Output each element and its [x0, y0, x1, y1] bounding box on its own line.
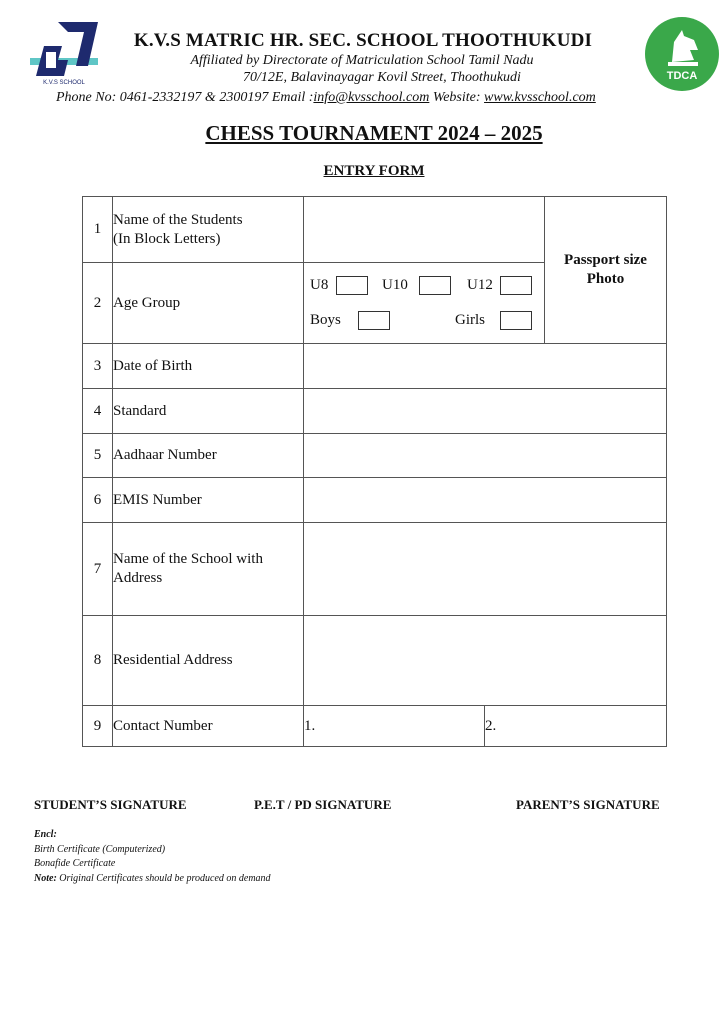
- u10-checkbox[interactable]: [419, 276, 451, 295]
- student-name-label: [113, 197, 304, 263]
- encl-item: Bonafide Certificate: [34, 858, 116, 869]
- aadhaar-label: Aadhaar Number: [113, 434, 304, 478]
- pet-signature-label: P.E.T / PD SIGNATURE: [254, 797, 392, 812]
- letterhead: [0, 30, 724, 86]
- school-address: 70/12E, Balavinayagar Kovil Street, Thoothukudi: [243, 70, 521, 85]
- row-number: 6: [83, 478, 113, 523]
- table-row: [83, 616, 667, 706]
- enclosures: [34, 828, 271, 886]
- label-line: (In Block Letters): [113, 230, 221, 247]
- website-link[interactable]: www.kvsschool.com: [484, 90, 596, 105]
- aadhaar-field[interactable]: [304, 434, 667, 478]
- standard-label: Standard: [113, 389, 304, 434]
- photo-label: Photo: [586, 271, 625, 287]
- row-number: 5: [83, 434, 113, 478]
- encl-heading: Encl:: [34, 829, 57, 840]
- girls-checkbox[interactable]: [500, 311, 532, 330]
- school-address-field[interactable]: [304, 523, 667, 616]
- label-line: Name of the School with: [113, 551, 263, 567]
- residential-address-field[interactable]: [304, 616, 667, 706]
- row-number: 7: [83, 523, 113, 616]
- svg-text:TDCA: TDCA: [666, 70, 698, 82]
- school-name: K.V.S MATRIC HR. SEC. SCHOOL THOOTHUKUDI: [133, 30, 593, 51]
- table-row: [83, 344, 667, 389]
- row-number: 2: [83, 263, 113, 344]
- u12-label: U12: [467, 277, 493, 293]
- girls-label: Girls: [455, 312, 485, 328]
- table-row: [83, 197, 667, 263]
- label-line: Address: [113, 570, 163, 586]
- photo-label: Passport size: [564, 252, 647, 268]
- entry-form-table: [82, 196, 667, 747]
- table-row: [83, 523, 667, 616]
- boys-checkbox[interactable]: [358, 311, 390, 330]
- website-prefix: Website:: [429, 90, 485, 105]
- boys-label: Boys: [310, 312, 341, 328]
- row-number: 4: [83, 389, 113, 434]
- u8-label: U8: [310, 277, 329, 293]
- note-label: Note:: [34, 872, 57, 884]
- student-name-field[interactable]: [304, 197, 545, 263]
- row-number: 3: [83, 344, 113, 389]
- email-link[interactable]: info@kvsschool.com: [313, 90, 430, 105]
- contact-number-field-2[interactable]: 2.: [485, 706, 667, 747]
- note-text: Original Certificates should be produced on demand: [56, 872, 271, 884]
- age-group-label: Age Group: [113, 263, 304, 344]
- svg-text:K.V.S SCHOOL: K.V.S SCHOOL: [43, 80, 85, 86]
- contact-number-field-1[interactable]: 1.: [304, 706, 485, 747]
- u12-checkbox[interactable]: [500, 276, 532, 295]
- encl-item: Birth Certificate (Computerized): [34, 843, 166, 855]
- residential-address-label: Residential Address: [113, 616, 304, 706]
- emis-label: EMIS Number: [113, 478, 304, 523]
- label-line: Name of the Students: [113, 211, 243, 228]
- contact-line: [56, 90, 596, 106]
- u10-label: U10: [382, 277, 408, 293]
- emis-field[interactable]: [304, 478, 667, 523]
- passport-photo-box[interactable]: [545, 197, 667, 344]
- affiliation: Affiliated by Directorate of Matriculation School Tamil Nadu: [190, 53, 534, 68]
- school-address-label: [113, 523, 304, 616]
- dob-label: Date of Birth: [113, 344, 304, 389]
- parent-signature-label: PARENT’S SIGNATURE: [516, 797, 660, 812]
- contact-number-label: Contact Number: [113, 706, 304, 747]
- age-group-field: [304, 263, 545, 344]
- page-title: CHESS TOURNAMENT 2024 – 2025: [205, 121, 543, 145]
- student-signature-label: STUDENT’S SIGNATURE: [34, 797, 187, 812]
- row-number: 8: [83, 616, 113, 706]
- u8-checkbox[interactable]: [336, 276, 368, 295]
- table-row: [83, 434, 667, 478]
- phone-text: Phone No: 0461-2332197 & 2300197 Email :: [56, 90, 314, 105]
- table-row: [83, 389, 667, 434]
- form-title: ENTRY FORM: [323, 163, 425, 179]
- standard-field[interactable]: [304, 389, 667, 434]
- row-number: 1: [83, 197, 113, 263]
- table-row: [83, 706, 667, 747]
- table-row: [83, 478, 667, 523]
- dob-field[interactable]: [304, 344, 667, 389]
- row-number: 9: [83, 706, 113, 747]
